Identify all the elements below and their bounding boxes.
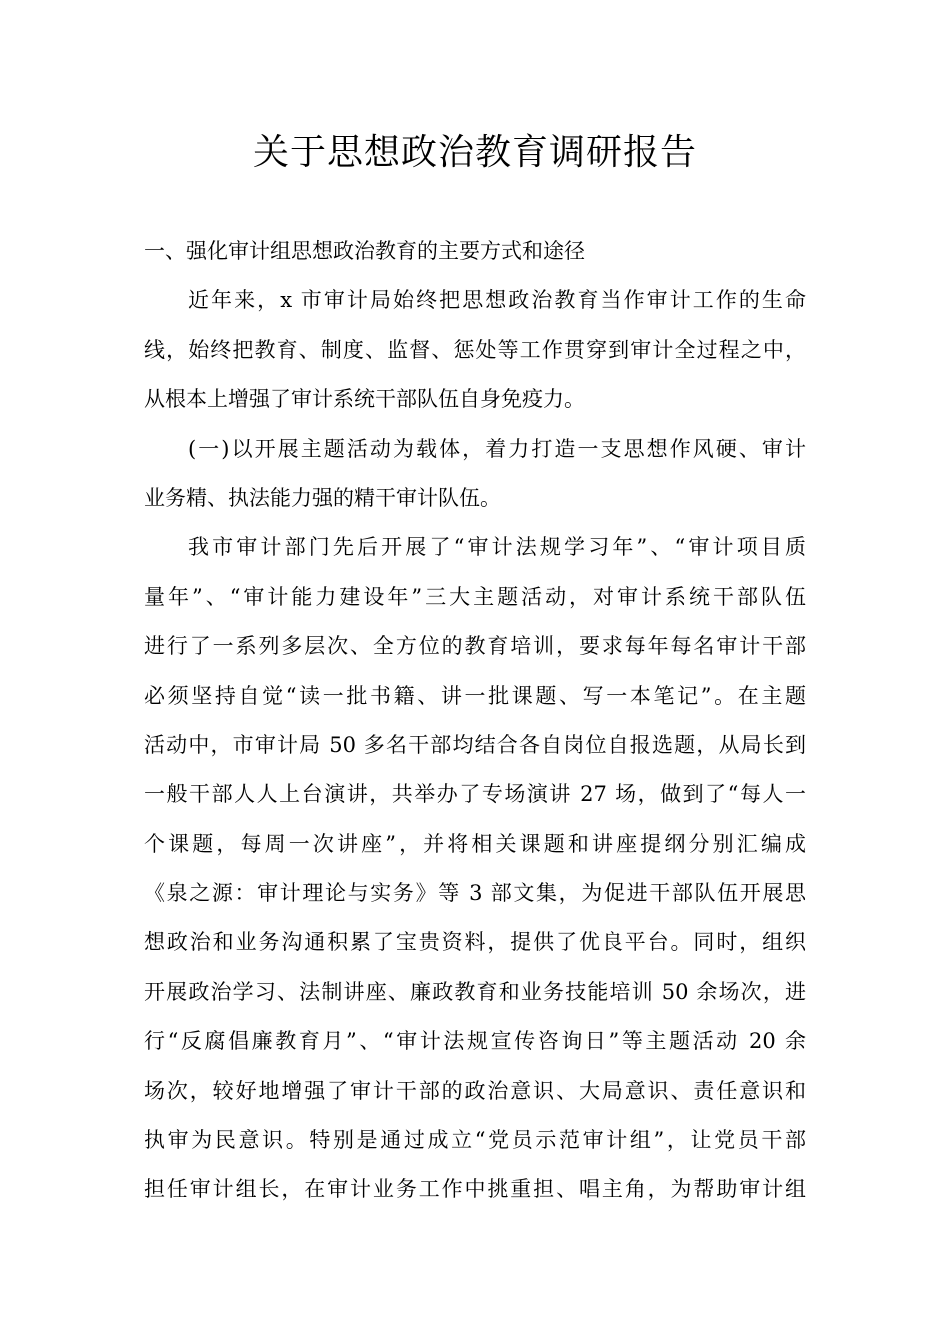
body-line: 场次，较好地增强了审计干部的政治意识、大局意识、责任意识和 — [144, 1078, 806, 1103]
body-line: 行“反腐倡廉教育月”、“审计法规宣传咨询日”等主题活动 20 余 — [144, 1029, 806, 1054]
body-line: 活动中，市审计局 50 多名干部均结合各自岗位自报选题，从局长到 — [144, 732, 806, 757]
body-line: 从根本上增强了审计系统干部队伍自身免疫力。 — [144, 387, 585, 412]
body-line: (一)以开展主题活动为载体，着力打造一支思想作风硬、审计 — [188, 436, 806, 461]
body-line: 担任审计组长，在审计业务工作中挑重担、唱主角，为帮助审计组 — [144, 1177, 806, 1202]
body-line: 想政治和业务沟通积累了宝贵资料，提供了优良平台。同时，组织 — [144, 930, 806, 955]
document-body — [144, 227, 806, 1215]
body-line: 开展政治学习、法制讲座、廉政教育和业务技能培训 50 余场次，进 — [144, 979, 806, 1004]
section-heading: 一、强化审计组思想政治教育的主要方式和途径 — [144, 239, 585, 263]
body-line: 一般干部人人上台演讲，共举办了专场演讲 27 场，做到了“每人一 — [144, 782, 806, 807]
body-line: 《泉之源：审计理论与实务》等 3 部文集，为促进干部队伍开展思 — [144, 881, 806, 906]
body-line: 量年”、“审计能力建设年”三大主题活动，对审计系统干部队伍 — [144, 584, 806, 609]
document-title: 关于思想政治教育调研报告 — [252, 132, 697, 173]
body-line: 线，始终把教育、制度、监督、惩处等工作贯穿到审计全过程之中， — [144, 337, 806, 362]
body-line: 业务精、执法能力强的精干审计队伍。 — [144, 485, 501, 510]
body-line: 执审为民意识。特别是通过成立“党员示范审计组”，让党员干部 — [144, 1128, 806, 1153]
body-line: 近年来，x 市审计局始终把思想政治教育当作审计工作的生命 — [188, 288, 806, 313]
body-line: 进行了一系列多层次、全方位的教育培训，要求每年每名审计干部 — [144, 634, 806, 659]
body-line: 必须坚持自觉“读一批书籍、讲一批课题、写一本笔记”。在主题 — [144, 683, 806, 708]
body-line: 我市审计部门先后开展了“审计法规学习年”、“审计项目质 — [188, 535, 806, 560]
body-line: 个课题，每周一次讲座”，并将相关课题和讲座提纲分别汇编成 — [144, 831, 806, 856]
